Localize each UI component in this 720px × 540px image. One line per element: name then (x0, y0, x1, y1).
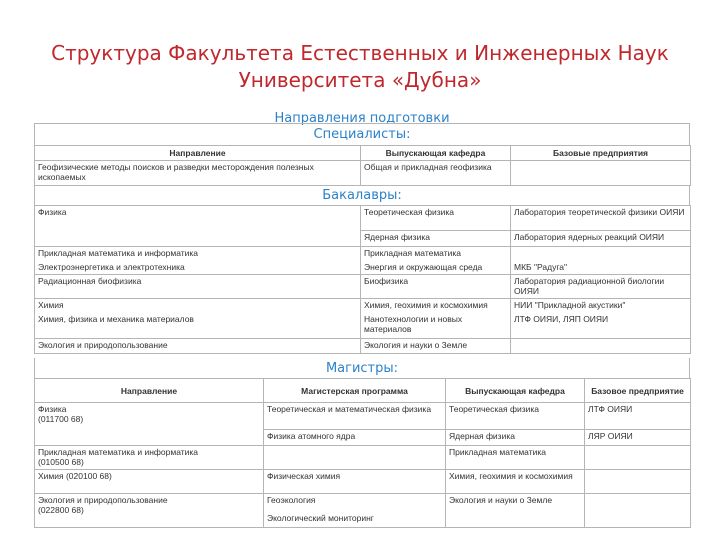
master-dept-theoretical: Теоретическая физика (446, 403, 585, 430)
bachelor-direction-applied-power (35, 247, 361, 275)
bachelor-dept-ecology: Экология и науки о Земле (361, 339, 511, 354)
bachelor-dept-nanotech: Нанотехнологии и новых материалов (364, 314, 463, 334)
bachelor-direction-chemistry: Химия (38, 300, 64, 310)
table-row (35, 161, 691, 186)
bachelor-direction-ecology: Экология и природопользование (35, 339, 361, 354)
master-program-geoecology: Геоэкология (267, 495, 316, 505)
master-ent-applied-math (585, 446, 691, 470)
slide-title-line2: Университета «Дубна» (238, 68, 482, 92)
masters-col-enterprise: Базовое предприятие (585, 379, 691, 403)
master-program-applied-math (264, 446, 446, 470)
masters-col-department: Выпускающая кафедра (446, 379, 585, 403)
table-row (35, 247, 691, 275)
table-row (35, 494, 691, 528)
master-physics-name: Физика (38, 404, 67, 414)
master-dept-chem-geo: Химия, геохимия и космохимия (446, 470, 585, 494)
master-program-physical-chemistry: Физическая химия (264, 470, 446, 494)
master-direction-applied-math (35, 446, 264, 470)
master-applied-math-name: Прикладная математика и информатика (38, 447, 199, 457)
slide-title-line1: Структура Факультета Естественных и Инженерных Наук (51, 41, 669, 65)
bachelor-direction-chem-materials: Химия, физика и механика материалов (38, 314, 194, 324)
table-row (35, 339, 691, 354)
bachelor-dept-chem-geo: Химия, геохимия и космохимия (364, 300, 488, 310)
bachelor-direction-power: Электроэнергетика и электротехника (38, 262, 185, 272)
bachelor-dept-chemistry-cell (361, 299, 511, 339)
bachelors-heading: Бакалавры: (322, 188, 402, 203)
bachelor-dept-energy: Энергия и окружающая среда (364, 262, 483, 272)
specialists-enterprise-cell (511, 161, 691, 186)
specialists-col-enterprise: Базовые предприятия (511, 146, 691, 161)
bachelors-table (34, 205, 691, 354)
table-row (35, 299, 691, 339)
bachelor-direction-applied-math: Прикладная математика и информатика (38, 248, 199, 258)
master-physics-code: (011700 68) (38, 414, 84, 424)
table-row (35, 446, 691, 470)
master-program-atomic: Физика атомного ядра (264, 430, 446, 446)
master-dept-applied-math: Прикладная математика (446, 446, 585, 470)
section-header-directions: Направления подготовки (274, 111, 450, 126)
specialists-heading: Специалисты: (313, 127, 411, 142)
master-ecology-code: (022800 68) (38, 505, 84, 515)
table-row (35, 470, 691, 494)
specialists-direction-cell: Геофизические методы поисков и разведки месторождения полезных ископаемых (35, 161, 361, 186)
bachelor-ent-lab-theoretical: Лаборатория теоретической физики ОИЯИ (511, 206, 691, 231)
master-ent-ecology (585, 494, 691, 528)
master-direction-chemistry: Химия (020100 68) (35, 470, 264, 494)
master-ent-chemistry (585, 470, 691, 494)
table-row (35, 403, 691, 430)
master-dept-nuclear: Ядерная физика (446, 430, 585, 446)
bachelor-ent-ecology (511, 339, 691, 354)
bachelor-dept-biophysics: Биофизика (361, 275, 511, 299)
master-applied-math-code: (010500 68) (38, 457, 84, 467)
bachelor-direction-radiation: Радиационная биофизика (35, 275, 361, 299)
specialists-table (34, 145, 691, 186)
table-row (35, 275, 691, 299)
bachelor-direction-physics: Физика (35, 206, 361, 247)
master-ent-ltf: ЛТФ ОИЯИ (585, 403, 691, 430)
bachelor-ent-nii-acoustics: НИИ "Прикладной акустики" (514, 300, 626, 310)
masters-heading: Магистры: (325, 361, 399, 376)
master-dept-ecology: Экология и науки о Земле (446, 494, 585, 528)
bachelor-ent-ltf-lyap: ЛТФ ОИЯИ, ЛЯП ОИЯИ (514, 314, 609, 324)
master-program-theor-math: Теоретическая и математическая физика (264, 403, 446, 430)
bachelor-ent-lab-radiation: Лаборатория радиационной биологии ОИЯИ (511, 275, 691, 299)
bachelor-ent-lab-nuclear: Лаборатория ядерных реакций ОИЯИ (511, 231, 691, 247)
slide-title (0, 40, 720, 94)
masters-col-direction: Направление (35, 379, 264, 403)
bachelor-dept-applied-math: Прикладная математика (364, 248, 461, 258)
master-program-monitoring: Экологический мониторинг (267, 513, 374, 523)
specialists-col-department: Выпускающая кафедра (361, 146, 511, 161)
masters-table (34, 378, 691, 528)
master-direction-physics (35, 403, 264, 446)
bachelor-direction-chemistry-cell (35, 299, 361, 339)
master-ent-lyar: ЛЯР ОИЯИ (585, 430, 691, 446)
masters-col-program: Магистерская программа (264, 379, 446, 403)
table-row (35, 206, 691, 231)
bachelor-dept-nuclear: Ядерная физика (361, 231, 511, 247)
master-ecology-name: Экология и природопользование (38, 495, 168, 505)
bachelor-dept-applied-energy (361, 247, 511, 275)
bachelor-ent-chemistry-cell (511, 299, 691, 339)
bachelor-ent-raduga-cell (511, 247, 691, 275)
specialists-col-direction: Направление (35, 146, 361, 161)
specialists-department-cell: Общая и прикладная геофизика (361, 161, 511, 186)
master-program-ecology-cell (264, 494, 446, 528)
bachelor-ent-raduga: МКБ "Радуга" (514, 262, 567, 272)
bachelor-dept-theoretical: Теоретическая физика (361, 206, 511, 231)
master-direction-ecology (35, 494, 264, 528)
